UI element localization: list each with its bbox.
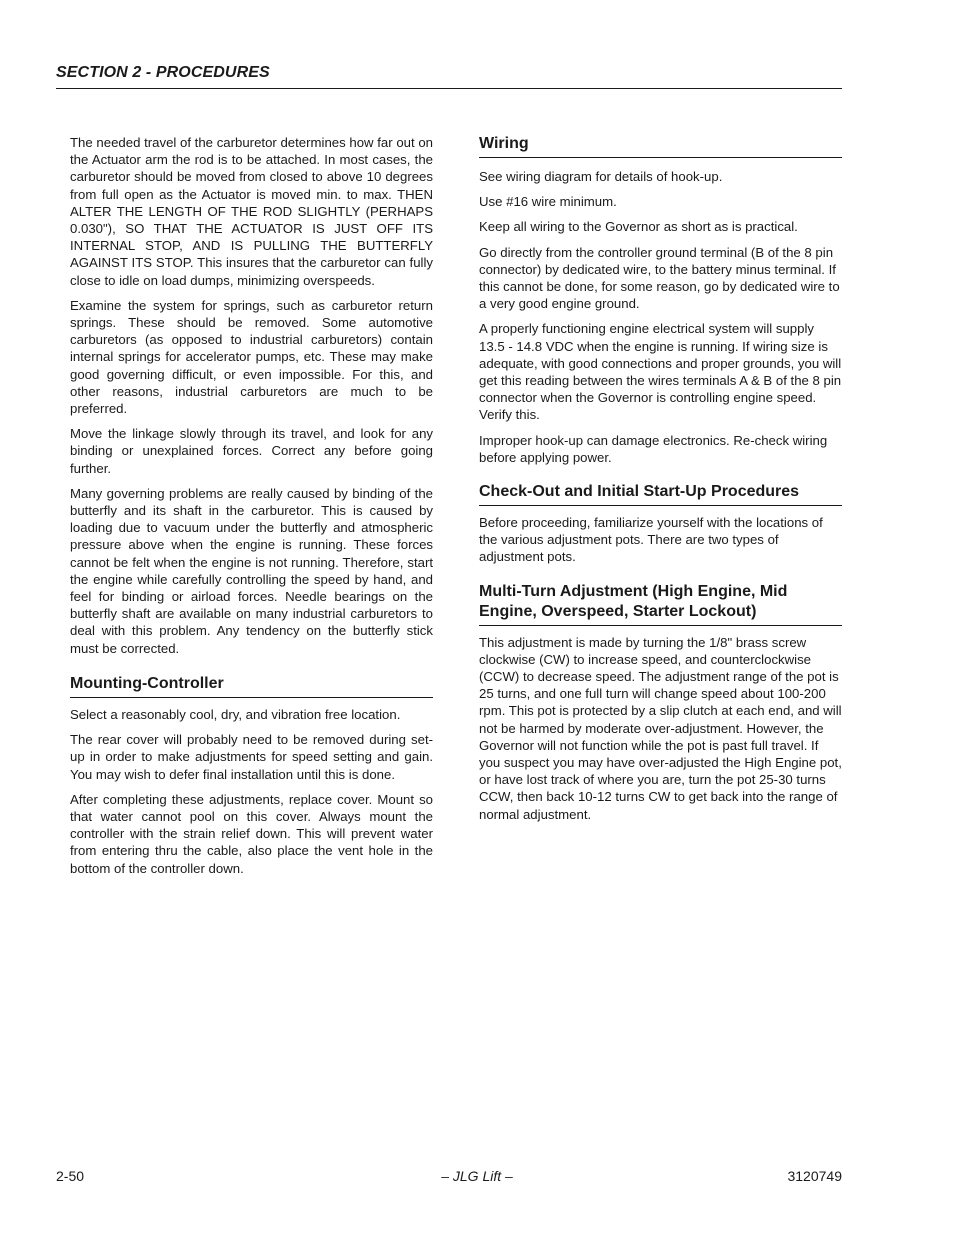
paragraph: Move the linkage slowly through its travel, and look for any binding or unexplained forces. Correct any before going further.: [70, 426, 433, 476]
header-divider: [56, 88, 842, 89]
page-number: 2-50: [56, 1168, 85, 1184]
paragraph: The needed travel of the carburetor determines how far out on the Actuator arm the rod is to be attached. In most cases, the carburetor should be moved from closed to above 10 degrees from full open as the Actuator is moved min. to max. THEN ALTER THE LENGTH OF THE ROD SLIGHTLY (PERHAPS 0.030"), SO THAT THE ACTUATOR IS JUST OFF ITS INTERNAL STOP, AND IS PULLING THE BUTTERFLY AGAINST ITS STOP. This insures that the carburetor can fully close to idle on load dumps, minimizing overspeeds.: [70, 135, 433, 288]
paragraph: The rear cover will probably need to be removed during set-up in order to make adjustments for speed setting and gain. You may wish to defer final installation until this is done.: [70, 732, 433, 782]
paragraph: Many governing problems are really caused by binding of the butterfly and its shaft in the carburetor. This is caused by loading due to vacuum under the butterfly and atmospheric pressure above when the engine is running. These forces cannot be felt when the engine is not running. Therefore, start the engine while carefully controlling the speed by hand, and feel for binding or airload forces. Needle bearings on the butterfly shaft are available on many industrial carburetors to deal with this problem. Any tendency on the butterfly stick must be corrected.: [70, 485, 433, 656]
multi-turn-section-header: [479, 582, 842, 626]
paragraph: Go directly from the controller ground terminal (B of the 8 pin connector) by dedicated wire, to the battery minus terminal. If this cannot be done, for some reason, go by dedicated wire to a very good engine ground.: [479, 244, 840, 312]
paragraph: This adjustment is made by turning the 1/8" brass screw clockwise (CW) to increase speed, and counterclockwise (CCW) to decrease speed. The adjustment range of the pot is 25 turns, and one full turn will change speed about 100-200 rpm. This pot is protected by a slip clutch at each end, and will not be harmed by moderate over-adjustment. However, the Governor will not function while the pot is past full travel. If you suspect you may have over-adjusted the High Engine pot, or have lost track of where you are, turn the pot 25-30 turns CCW, then back 10-12 turns CW to get back into the range of normal adjustment.: [479, 634, 842, 822]
paragraph: Select a reasonably cool, dry, and vibration free location.: [70, 706, 401, 722]
paragraph: Before proceeding, familiarize yourself with the locations of the various adjustment pots. There are two types of adjustment pots.: [479, 515, 823, 565]
paragraph: See wiring diagram for details of hook-up.: [479, 169, 723, 184]
document-number: 3120749: [787, 1168, 842, 1184]
wiring-heading: Wiring: [479, 134, 842, 158]
multi-turn-heading: Multi-Turn Adjustment (High Engine, Mid Engine, Overspeed, Starter Lockout): [479, 582, 842, 626]
footer-brand: – JLG Lift –: [441, 1168, 513, 1184]
left-column: [70, 134, 433, 885]
paragraph: A properly functioning engine electrical system will supply 13.5 - 14.8 VDC when the engine is running. If wiring size is adequate, with good connections and proper grounds, you will get this reading between the wires terminals A & B of the 8 pin connector when the Governor is controlling engine speed. Verify this.: [479, 321, 842, 423]
mounting-controller-heading: Mounting-Controller: [70, 674, 433, 698]
paragraph: Use #16 wire minimum.: [479, 194, 617, 210]
right-column: [479, 134, 842, 831]
paragraph: Improper hook-up can damage electronics. Re-check wiring before applying power.: [479, 432, 828, 465]
checkout-heading: Check-Out and Initial Start-Up Procedures: [479, 482, 842, 506]
section-title: SECTION 2 - PROCEDURES: [56, 64, 270, 81]
paragraph: Examine the system for springs, such as carburetor return springs. These should be removed. Some automotive carburetors (as opposed to industrial carburetors) contain internal springs for accelerator pumps, etc. These may make good governing difficult, or even impossible. For this, and other reasons, industrial carburetors are much to be preferred.: [70, 297, 433, 417]
wiring-section-header: [479, 134, 842, 158]
checkout-section-header: [479, 482, 842, 506]
paragraph: Keep all wiring to the Governor as short as is practical.: [479, 219, 798, 235]
paragraph: After completing these adjustments, replace cover. Mount so that water cannot pool on this cover. Always mount the controller with the strain relief down. This will prevent water from entering thru the cable, also place the vent hole in the bottom of the controller down.: [70, 791, 433, 876]
mounting-controller-section-header: [70, 674, 433, 698]
